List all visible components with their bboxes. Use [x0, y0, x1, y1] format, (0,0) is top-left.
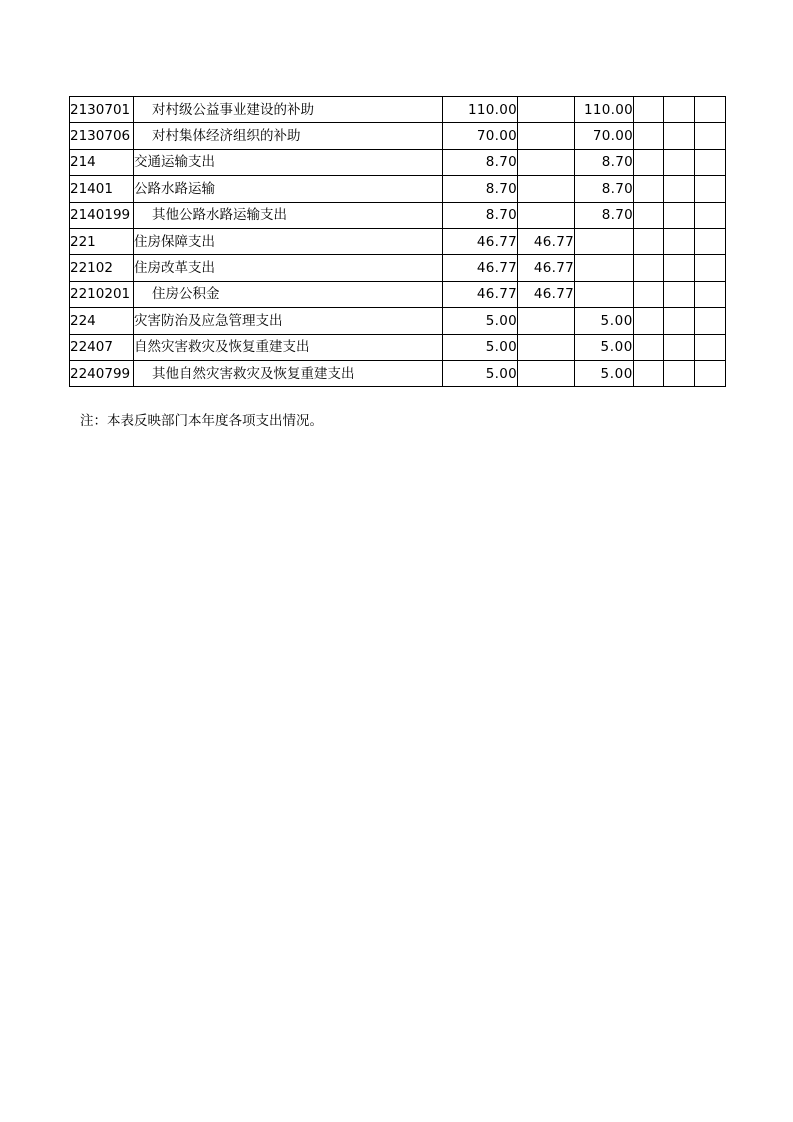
subject-code-cell: 22102	[70, 255, 134, 281]
basic-expenditure-cell: 46.77	[518, 228, 575, 254]
project-expenditure-cell: 8.70	[575, 202, 634, 228]
expenditure-table	[69, 96, 726, 387]
subject-name-cell: 住房公积金	[134, 281, 443, 307]
table-row	[70, 255, 726, 281]
subject-code-cell: 2210201	[70, 281, 134, 307]
project-expenditure-cell	[575, 281, 634, 307]
empty-cell	[634, 97, 664, 123]
total-amount-cell: 8.70	[443, 176, 518, 202]
empty-cell	[634, 360, 664, 386]
project-expenditure-cell: 8.70	[575, 176, 634, 202]
total-amount-cell: 46.77	[443, 281, 518, 307]
project-expenditure-cell: 5.00	[575, 308, 634, 334]
subject-name-cell: 住房保障支出	[134, 228, 443, 254]
empty-cell	[664, 97, 695, 123]
empty-cell	[634, 202, 664, 228]
basic-expenditure-cell	[518, 149, 575, 175]
total-amount-cell: 110.00	[443, 97, 518, 123]
expenditure-table-body	[70, 97, 726, 387]
table-row	[70, 202, 726, 228]
total-amount-cell: 5.00	[443, 308, 518, 334]
table-row	[70, 176, 726, 202]
basic-expenditure-cell: 46.77	[518, 281, 575, 307]
total-amount-cell: 8.70	[443, 202, 518, 228]
table-row	[70, 281, 726, 307]
subject-name-cell: 灾害防治及应急管理支出	[134, 308, 443, 334]
empty-cell	[664, 360, 695, 386]
project-expenditure-cell: 110.00	[575, 97, 634, 123]
subject-name-cell: 其他自然灾害救灾及恢复重建支出	[134, 360, 443, 386]
subject-code-cell: 214	[70, 149, 134, 175]
empty-cell	[634, 149, 664, 175]
empty-cell	[664, 176, 695, 202]
subject-code-cell: 2130701	[70, 97, 134, 123]
total-amount-cell: 70.00	[443, 123, 518, 149]
empty-cell	[664, 334, 695, 360]
total-amount-cell: 5.00	[443, 360, 518, 386]
empty-cell	[634, 228, 664, 254]
empty-cell	[634, 123, 664, 149]
total-amount-cell: 8.70	[443, 149, 518, 175]
empty-cell	[695, 360, 726, 386]
empty-cell	[634, 255, 664, 281]
empty-cell	[695, 334, 726, 360]
empty-cell	[664, 202, 695, 228]
table-row	[70, 334, 726, 360]
empty-cell	[695, 97, 726, 123]
subject-name-cell: 住房改革支出	[134, 255, 443, 281]
table-row	[70, 123, 726, 149]
project-expenditure-cell: 70.00	[575, 123, 634, 149]
empty-cell	[664, 123, 695, 149]
subject-code-cell: 224	[70, 308, 134, 334]
empty-cell	[664, 149, 695, 175]
subject-code-cell: 21401	[70, 176, 134, 202]
subject-code-cell: 2240799	[70, 360, 134, 386]
subject-code-cell: 221	[70, 228, 134, 254]
empty-cell	[664, 228, 695, 254]
table-row	[70, 360, 726, 386]
subject-name-cell: 其他公路水路运输支出	[134, 202, 443, 228]
table-row	[70, 228, 726, 254]
project-expenditure-cell: 5.00	[575, 334, 634, 360]
project-expenditure-cell	[575, 255, 634, 281]
empty-cell	[664, 255, 695, 281]
basic-expenditure-cell	[518, 176, 575, 202]
subject-name-cell: 对村集体经济组织的补助	[134, 123, 443, 149]
empty-cell	[695, 308, 726, 334]
basic-expenditure-cell	[518, 334, 575, 360]
empty-cell	[695, 202, 726, 228]
total-amount-cell: 46.77	[443, 255, 518, 281]
basic-expenditure-cell: 46.77	[518, 255, 575, 281]
basic-expenditure-cell	[518, 123, 575, 149]
empty-cell	[634, 308, 664, 334]
table-note: 注：本表反映部门本年度各项支出情况。	[80, 413, 323, 429]
table-row	[70, 149, 726, 175]
empty-cell	[664, 281, 695, 307]
table-row	[70, 97, 726, 123]
total-amount-cell: 5.00	[443, 334, 518, 360]
basic-expenditure-cell	[518, 97, 575, 123]
project-expenditure-cell	[575, 228, 634, 254]
subject-code-cell: 22407	[70, 334, 134, 360]
subject-name-cell: 对村级公益事业建设的补助	[134, 97, 443, 123]
empty-cell	[634, 281, 664, 307]
subject-code-cell: 2140199	[70, 202, 134, 228]
project-expenditure-cell: 8.70	[575, 149, 634, 175]
basic-expenditure-cell	[518, 360, 575, 386]
subject-name-cell: 自然灾害救灾及恢复重建支出	[134, 334, 443, 360]
total-amount-cell: 46.77	[443, 228, 518, 254]
empty-cell	[634, 334, 664, 360]
empty-cell	[695, 176, 726, 202]
subject-name-cell: 交通运输支出	[134, 149, 443, 175]
empty-cell	[695, 123, 726, 149]
empty-cell	[695, 228, 726, 254]
basic-expenditure-cell	[518, 202, 575, 228]
subject-name-cell: 公路水路运输	[134, 176, 443, 202]
project-expenditure-cell: 5.00	[575, 360, 634, 386]
empty-cell	[695, 149, 726, 175]
empty-cell	[695, 281, 726, 307]
empty-cell	[695, 255, 726, 281]
empty-cell	[664, 308, 695, 334]
empty-cell	[634, 176, 664, 202]
table-row	[70, 308, 726, 334]
basic-expenditure-cell	[518, 308, 575, 334]
subject-code-cell: 2130706	[70, 123, 134, 149]
